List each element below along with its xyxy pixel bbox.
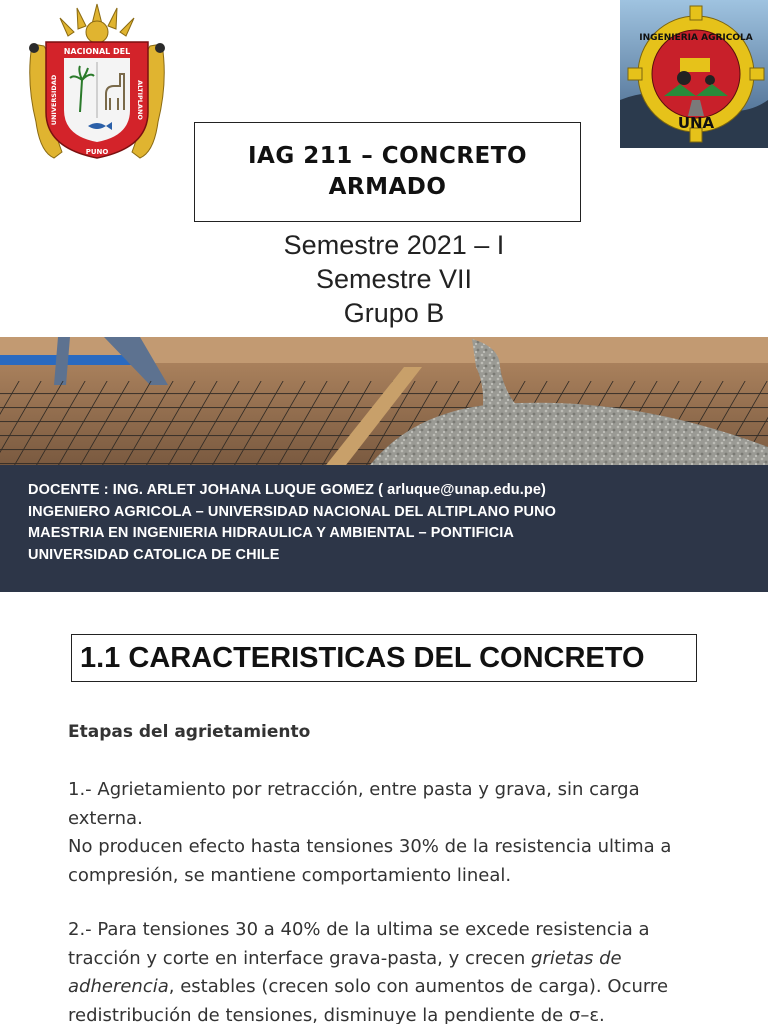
faculty-logo	[620, 0, 768, 148]
logo-right-center-text: UNA	[677, 114, 715, 132]
section-heading-box	[71, 634, 697, 682]
semester-number-line: Semestre VII	[315, 264, 473, 294]
logo-left-side-text: UNIVERSIDAD	[50, 74, 58, 126]
paragraph-line: compresión, se mantiene comportamiento lineal.	[68, 864, 512, 886]
course-title: IAG 211 – CONCRETO ARMADO	[248, 143, 527, 200]
paragraph-text: , estables (crecen solo con aumentos de carga). Ocurre	[168, 976, 669, 997]
logo-right-side-text: ALTIPLANO	[136, 80, 144, 120]
stages-title: Etapas del agrietamiento	[68, 722, 311, 742]
semester-line: Semestre 2021 – I	[283, 230, 505, 260]
stage-2-paragraph	[68, 916, 708, 1024]
section-heading: 1.1 CARACTERISTICAS DEL CONCRETO	[80, 641, 645, 674]
emphasis-text: grietas de	[531, 947, 622, 969]
logo-left-top-text: NACIONAL DEL	[63, 47, 131, 56]
degree-line: INGENIERO AGRICOLA – UNIVERSIDAD NACIONAL DEL ALTIPLANO PUNO	[28, 503, 557, 520]
paragraph-line: externa.	[68, 807, 143, 829]
group-line: Grupo B	[343, 298, 445, 328]
university-logo	[22, 2, 172, 162]
paragraph-text: tracción y corte en interface grava-pasta, y crecen	[68, 947, 532, 969]
paragraph-line: No producen efecto hasta tensiones 30% de la resistencia ultima a	[68, 836, 672, 857]
logo-left-bottom-text: PUNO	[85, 148, 109, 156]
concrete-pouring-photo	[0, 337, 768, 465]
stage-1-paragraph	[68, 776, 708, 890]
emphasis-text: adherencia	[68, 976, 169, 997]
instructor-info-band	[0, 465, 768, 592]
paragraph-line: 2.- Para tensiones 30 a 40% de la ultima se excede resistencia a	[68, 919, 650, 940]
logo-right-arc-text: INGENIERIA AGRICOLA	[639, 33, 753, 43]
content-slide	[0, 592, 768, 1024]
course-title-box	[194, 122, 581, 222]
masters-line: MAESTRIA EN INGENIERIA HIDRAULICA Y AMBIENTAL – PONTIFICIA	[28, 525, 514, 541]
paragraph-line: 1.- Agrietamiento por retracción, entre pasta y grava, sin carga	[68, 779, 640, 800]
semester-info	[194, 228, 594, 330]
paragraph-line: redistribución de tensiones, disminuye la pendiente de σ–ε.	[68, 1004, 605, 1024]
instructor-line: DOCENTE : ING. ARLET JOHANA LUQUE GOMEZ ( arluque@unap.edu.pe)	[28, 482, 546, 498]
masters-line-2: UNIVERSIDAD CATOLICA DE CHILE	[28, 546, 280, 563]
paragraph-line	[68, 945, 708, 974]
paragraph-line	[68, 973, 708, 1002]
